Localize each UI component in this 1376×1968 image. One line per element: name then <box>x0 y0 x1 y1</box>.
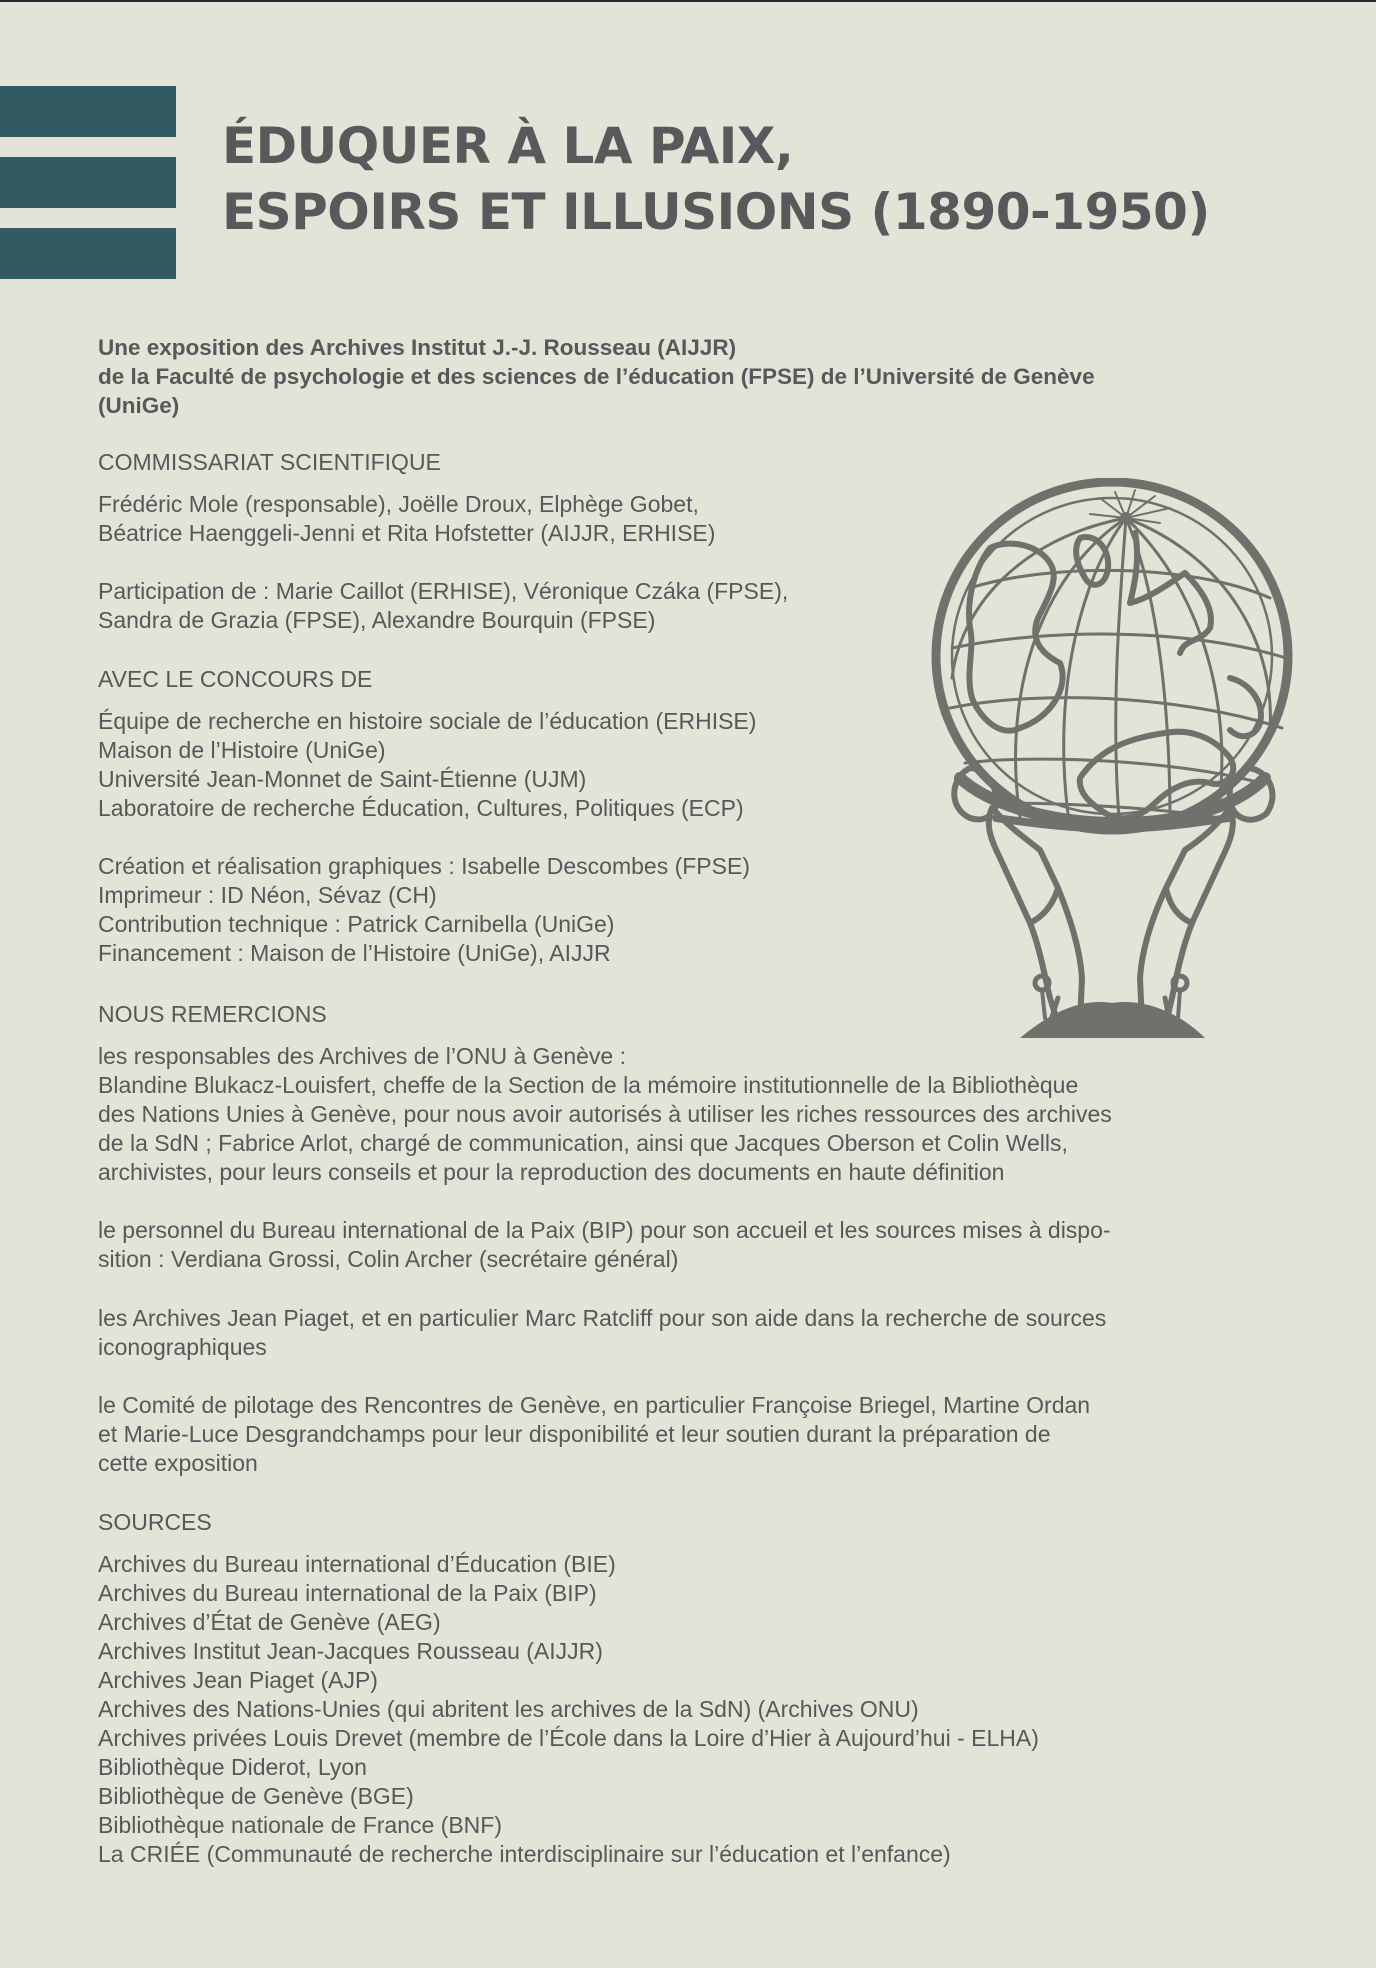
thanks-comite <box>98 1391 1198 1478</box>
credit-line: Contribution technique : Patrick Carnibella (UniGe) <box>98 911 615 937</box>
page-title <box>222 113 1210 245</box>
thanks-line: le Comité de pilotage des Rencontres de Genève, en particulier Françoise Briegel, Martine Ordan <box>98 1392 1091 1418</box>
section-heading-sources: SOURCES <box>98 1509 212 1535</box>
source-item: Archives Institut Jean-Jacques Rousseau (AIJJR) <box>98 1638 603 1664</box>
thanks-line: des Nations Unies à Genève, pour nous avoir autorisés à utiliser les riches ressources des archives <box>98 1101 1112 1127</box>
credit-line: Maison de l’Histoire (UniGe) <box>98 737 386 763</box>
thanks-onu <box>98 1042 1198 1187</box>
thanks-piaget <box>98 1304 1198 1362</box>
section-heading-concours: AVEC LE CONCOURS DE <box>98 666 373 692</box>
title-line-2: ESPOIRS ET ILLUSIONS (1890-1950) <box>222 183 1210 241</box>
credit-line: Création et réalisation graphiques : Isabelle Descombes (FPSE) <box>98 853 750 879</box>
top-border <box>0 0 1376 2</box>
thanks-line: archivistes, pour leurs conseils et pour la reproduction des documents en haute définition <box>98 1159 1005 1185</box>
intro-text <box>98 333 1198 420</box>
accent-bar-2 <box>0 157 176 208</box>
sources-list <box>98 1550 1198 1869</box>
source-item: Archives des Nations-Unies (qui abritent les archives de la SdN) (Archives ONU) <box>98 1696 919 1722</box>
credit-line: Sandra de Grazia (FPSE), Alexandre Bourquin (FPSE) <box>98 607 656 633</box>
credit-line: Imprimeur : ID Néon, Sévaz (CH) <box>98 882 437 908</box>
source-item: Bibliothèque de Genève (BGE) <box>98 1783 414 1809</box>
thanks-line: Blandine Blukacz-Louisfert, cheffe de la Section de la mémoire institutionnelle de la Bibliothèque <box>98 1072 1079 1098</box>
intro-line: de la Faculté de psychologie et des sciences de l’éducation (FPSE) de l’Université de Genève <box>98 364 1095 389</box>
source-item: Archives du Bureau international de la Paix (BIP) <box>98 1580 597 1606</box>
source-item: Bibliothèque nationale de France (BNF) <box>98 1812 503 1838</box>
credit-line: Financement : Maison de l’Histoire (UniGe), AIJJR <box>98 940 611 966</box>
source-item: Archives Jean Piaget (AJP) <box>98 1667 378 1693</box>
accent-bar-3 <box>0 228 176 279</box>
credit-line: Université Jean-Monnet de Saint-Étienne (UJM) <box>98 766 587 792</box>
section-heading-commissariat: COMMISSARIAT SCIENTIFIQUE <box>98 449 441 475</box>
credit-line: Participation de : Marie Caillot (ERHISE), Véronique Czáka (FPSE), <box>98 578 789 604</box>
credit-line: Laboratoire de recherche Éducation, Cultures, Politiques (ECP) <box>98 795 744 821</box>
thanks-line: de la SdN ; Fabrice Arlot, chargé de communication, ainsi que Jacques Oberson et Colin Wells, <box>98 1130 1068 1156</box>
credit-line: Équipe de recherche en histoire sociale de l’éducation (ERHISE) <box>98 708 757 734</box>
credit-line: Béatrice Haenggeli-Jenni et Rita Hofstetter (AIJJR, ERHISE) <box>98 520 716 546</box>
thanks-line: le personnel du Bureau international de la Paix (BIP) pour son accueil et les sources mises à dispo- <box>98 1217 1111 1243</box>
intro-line: (UniGe) <box>98 393 180 418</box>
thanks-line: iconographiques <box>98 1334 267 1360</box>
source-item: La CRIÉE (Communauté de recherche interdisciplinaire sur l’éducation et l’enfance) <box>98 1841 951 1867</box>
title-line-1: ÉDUQUER À LA PAIX, <box>222 117 794 175</box>
thanks-line: les responsables des Archives de l’ONU à Genève : <box>98 1043 626 1069</box>
globe <box>936 482 1288 830</box>
section-heading-remerciements: NOUS REMERCIONS <box>98 1001 327 1027</box>
source-item: Bibliothèque Diderot, Lyon <box>98 1754 367 1780</box>
globe-held-by-children-icon <box>930 478 1294 1044</box>
thanks-line: cette exposition <box>98 1450 258 1476</box>
thanks-line: les Archives Jean Piaget, et en particulier Marc Ratcliff pour son aide dans la recherche de sources <box>98 1305 1107 1331</box>
source-item: Archives privées Louis Drevet (membre de l’École dans la Loire d’Hier à Aujourd’hui - ELHA) <box>98 1725 1039 1751</box>
thanks-line: sition : Verdiana Grossi, Colin Archer (secrétaire général) <box>98 1246 679 1272</box>
accent-bar-1 <box>0 86 176 137</box>
source-item: Archives d’État de Genève (AEG) <box>98 1609 441 1635</box>
source-item: Archives du Bureau international d’Éducation (BIE) <box>98 1551 616 1577</box>
thanks-bip <box>98 1216 1198 1274</box>
credit-line: Frédéric Mole (responsable), Joëlle Droux, Elphège Gobet, <box>98 491 699 517</box>
thanks-line: et Marie-Luce Desgrandchamps pour leur disponibilité et leur soutien durant la préparation de <box>98 1421 1051 1447</box>
intro-line: Une exposition des Archives Institut J.-J. Rousseau (AIJJR) <box>98 335 737 360</box>
